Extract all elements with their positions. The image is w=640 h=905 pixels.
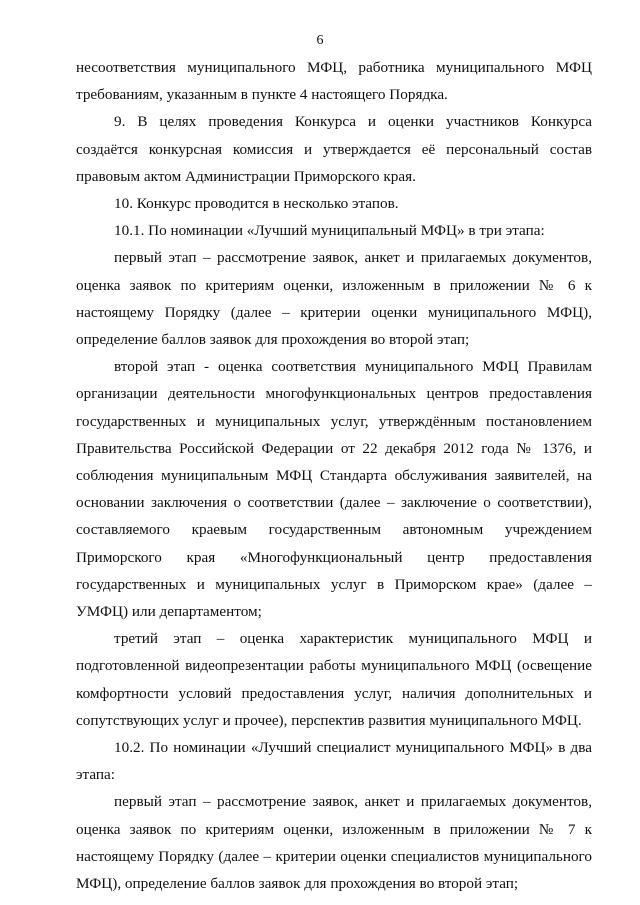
paragraph-item-10: 10. Конкурс проводится в несколько этапов.: [114, 195, 399, 213]
paragraph-specialist-stage-1: первый этап – рассмотрение заявок, анкет и прилагаемых документов, оценка заявок по критериям оценки, изложенным в приложении № 7 к настоящему Порядку (далее – критерии оценки специалистов муниципального МФЦ), определение баллов заявок для прохождения во второй этап;: [76, 793, 592, 893]
document-body: [76, 54, 592, 897]
paragraph-item-9: 9. В целях проведения Конкурса и оценки участников Конкурса создаётся конкурсная комиссия и утверждается её персональный состав правовым актом Администрации Приморского края.: [76, 113, 592, 185]
page-number: 6: [316, 33, 324, 48]
paragraph-stage-2: второй этап - оценка соответствия муниципального МФЦ Правилам организации деятельности многофункциональных центров предоставления государственных и муниципальных услуг, утверждённым постановлением Правительства Российской Федерации от 22 декабря 2012 года № 1376, и соблюдения муниципальным МФЦ Стандарта обслуживания заявителей, на основании заключения о соответствии (далее – заключение о соответствии), составляемого краевым государственным автономным учреждением Приморского края «Многофункциональный центр предоставления государственных и муниципальных услуг в Приморском крае» (далее – УМФЦ) или департаментом;: [76, 358, 592, 621]
paragraph-item-10-1: 10.1. По номинации «Лучший муниципальный МФЦ» в три этапа:: [114, 222, 545, 240]
paragraph-continuation: несоответствия муниципального МФЦ, работника муниципального МФЦ требованиям, указанным в пункте 4 настоящего Порядка.: [76, 59, 592, 104]
paragraph-item-10-2: 10.2. По номинации «Лучший специалист муниципального МФЦ» в два этапа:: [76, 739, 592, 784]
paragraph-stage-3: третий этап – оценка характеристик муниципального МФЦ и подготовленной видеопрезентации работы муниципального МФЦ (освещение комфортности условий предоставления услуг, наличия дополнительных и сопутствующих услуг и прочее), перспектив развития муниципального МФЦ.: [76, 630, 592, 729]
paragraph-stage-1: первый этап – рассмотрение заявок, анкет и прилагаемых документов, оценка заявок по критериям оценки, изложенным в приложении № 6 к настоящему Порядку (далее – критерии оценки муниципального МФЦ), определение баллов заявок для прохождения во второй этап;: [76, 249, 592, 349]
